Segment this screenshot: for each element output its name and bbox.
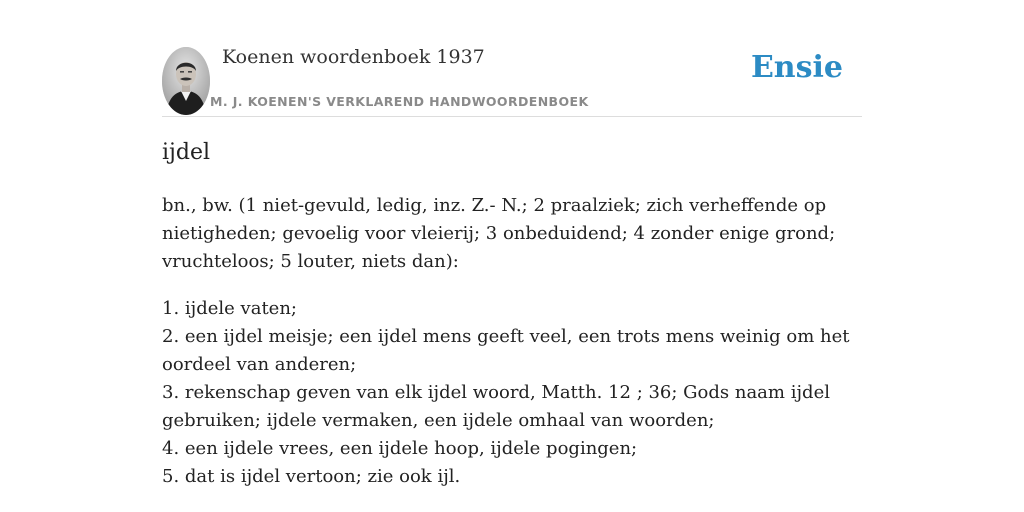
entry-examples xyxy=(162,295,862,491)
entry-headword: ijdel xyxy=(162,140,210,165)
entry-definition: bn., bw. (1 niet-gevuld, ledig, inz. Z.- N.; 2 praalziek; zich verheffende op nietigheden; gevoelig voor vleierij; 3 onbeduidend; 4 zonder enige grond; vruchteloos; 5 louter, niets dan): xyxy=(162,195,836,272)
ensie-logo[interactable]: Ensie xyxy=(750,50,843,85)
example-line: 1. ijdele vaten; xyxy=(162,298,297,319)
author-portrait xyxy=(162,47,210,115)
example-line: 3. rekenschap geven van elk ijdel woord, Matth. 12 ; 36; Gods naam ijdel gebruiken; ijdele vermaken, een ijdele omhaal van woorden; xyxy=(162,382,830,431)
author-portrait-image xyxy=(162,47,210,115)
example-line: 5. dat is ijdel vertoon; zie ook ijl. xyxy=(162,466,461,487)
book-subtitle: M. J. KOENEN'S VERKLAREND HANDWOORDENBOEK xyxy=(210,94,589,109)
book-title[interactable]: Koenen woordenboek 1937 xyxy=(222,46,485,68)
site-header xyxy=(162,44,862,117)
example-line: 2. een ijdel meisje; een ijdel mens geeft veel, een trots mens weinig om het oordeel van anderen; xyxy=(162,326,850,375)
example-line: 4. een ijdele vrees, een ijdele hoop, ijdele pogingen; xyxy=(162,438,638,459)
